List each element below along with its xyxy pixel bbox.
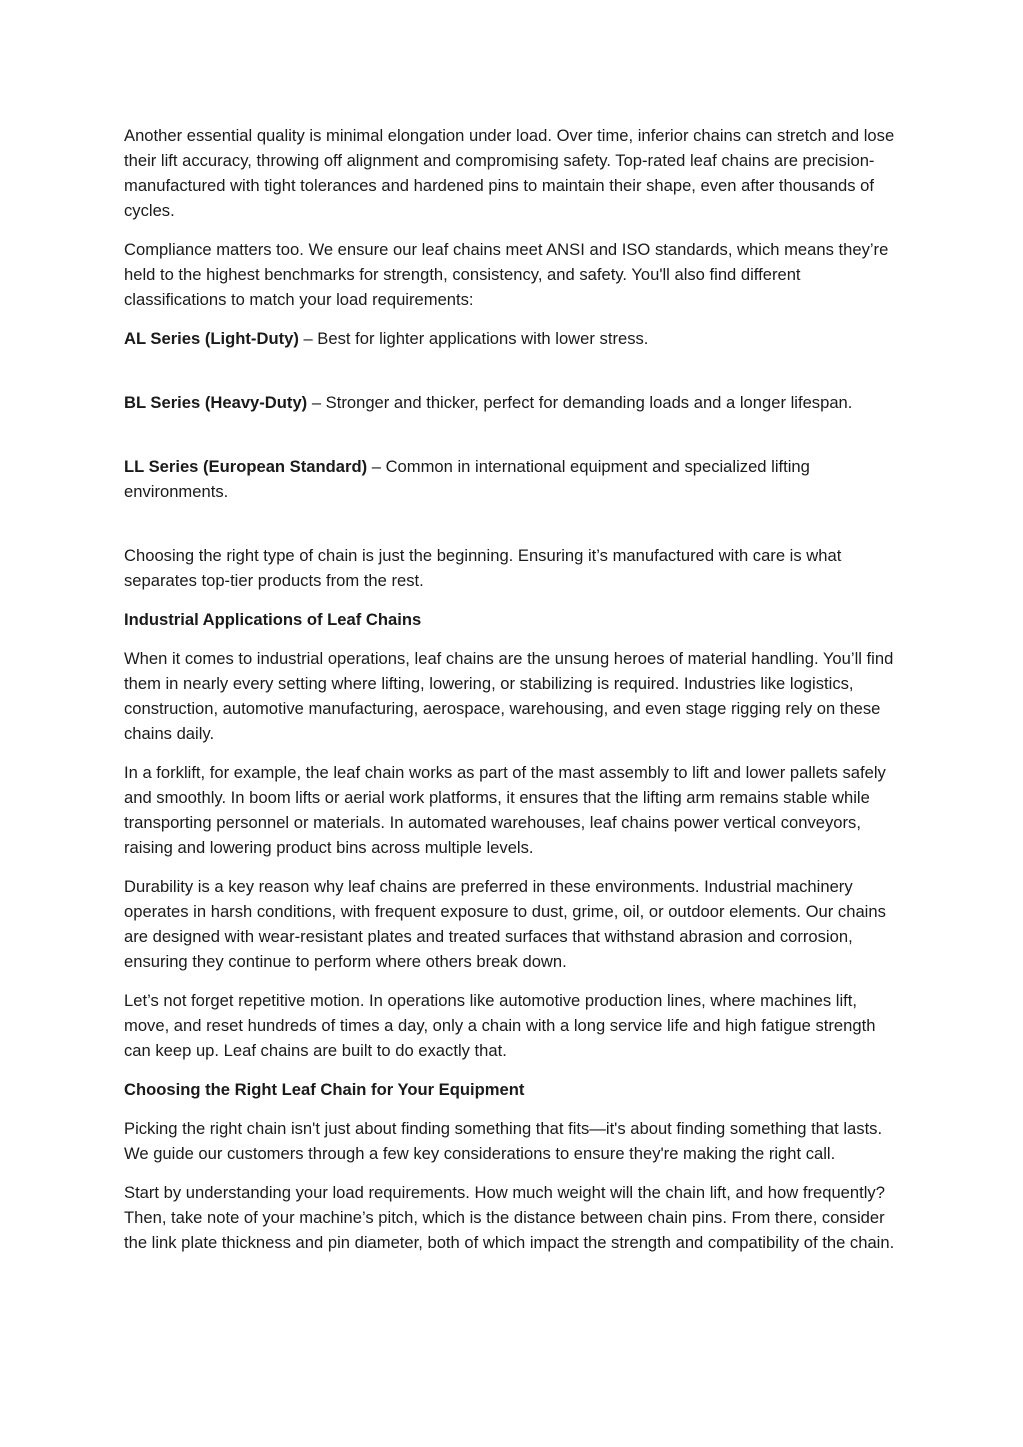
paragraph-industrial-2: In a forklift, for example, the leaf chain works as part of the mast assembly to lift and lower pallets safely and smoothly. In boom lifts or aerial work platforms, it ensures that the lifting arm remains stable while transporting personnel or materials. In automated warehouses, leaf chains power vertical conveyors, raising and lowering product bins across multiple levels. <box>124 763 886 857</box>
paragraph-choosing-type: Choosing the right type of chain is just the beginning. Ensuring it’s manufactured with care is what separates top-tier products from the rest. <box>124 546 842 590</box>
paragraph-choosing-1: Picking the right chain isn't just about finding something that fits—it's about finding something that lasts. We guide our customers through a few key considerations to ensure they're making the right call. <box>124 1119 883 1163</box>
series-ll-name: LL Series (European Standard) <box>124 457 368 476</box>
series-ll <box>124 454 904 504</box>
heading-choosing-right-chain: Choosing the Right Leaf Chain for Your Equipment <box>124 1080 525 1099</box>
paragraph-industrial-4: Let’s not forget repetitive motion. In operations like automotive production lines, where machines lift, move, and reset hundreds of times a day, only a chain with a long service life and high fatigue strength can keep up. Leaf chains are built to do exactly that. <box>124 991 876 1060</box>
paragraph-choosing-2: Start by understanding your load requirements. How much weight will the chain lift, and how frequently? Then, take note of your machine’s pitch, which is the distance between chain pins. From there, consider the link plate thickness and pin diameter, both of which impact the strength and compatibility of the chain. <box>124 1183 895 1252</box>
paragraph-elongation: Another essential quality is minimal elongation under load. Over time, inferior chains can stretch and lose their lift accuracy, throwing off alignment and compromising safety. Top-rated leaf chains are precision-manufactured with tight tolerances and hardened pins to maintain their shape, even after thousands of cycles. <box>124 126 895 220</box>
paragraph-industrial-1: When it comes to industrial operations, leaf chains are the unsung heroes of material handling. You’ll find them in nearly every setting where lifting, lowering, or stabilizing is required. Industries like logistics, construction, automotive manufacturing, aerospace, warehousing, and even stage rigging rely on these chains daily. <box>124 649 894 743</box>
series-bl-desc: – Stronger and thicker, perfect for demanding loads and a longer lifespan. <box>307 393 853 412</box>
document-page <box>124 123 904 1269</box>
series-ll-desc: – Common in international equipment and specialized lifting environments. <box>124 457 810 501</box>
series-al <box>124 326 904 351</box>
paragraph-industrial-3: Durability is a key reason why leaf chains are preferred in these environments. Industrial machinery operates in harsh conditions, with frequent exposure to dust, grime, oil, or outdoor elements. Our chains are designed with wear-resistant plates and treated surfaces that withstand abrasion and corrosion, ensuring they continue to perform where others break down. <box>124 877 886 971</box>
series-al-name: AL Series (Light-Duty) <box>124 329 299 348</box>
series-bl-name: BL Series (Heavy-Duty) <box>124 393 308 412</box>
series-al-desc: – Best for lighter applications with lower stress. <box>298 329 649 348</box>
series-bl <box>124 390 904 415</box>
heading-industrial-applications: Industrial Applications of Leaf Chains <box>124 610 422 629</box>
paragraph-compliance: Compliance matters too. We ensure our leaf chains meet ANSI and ISO standards, which means they’re held to the highest benchmarks for strength, consistency, and safety. You'll also find different classifications to match your load requirements: <box>124 240 889 309</box>
